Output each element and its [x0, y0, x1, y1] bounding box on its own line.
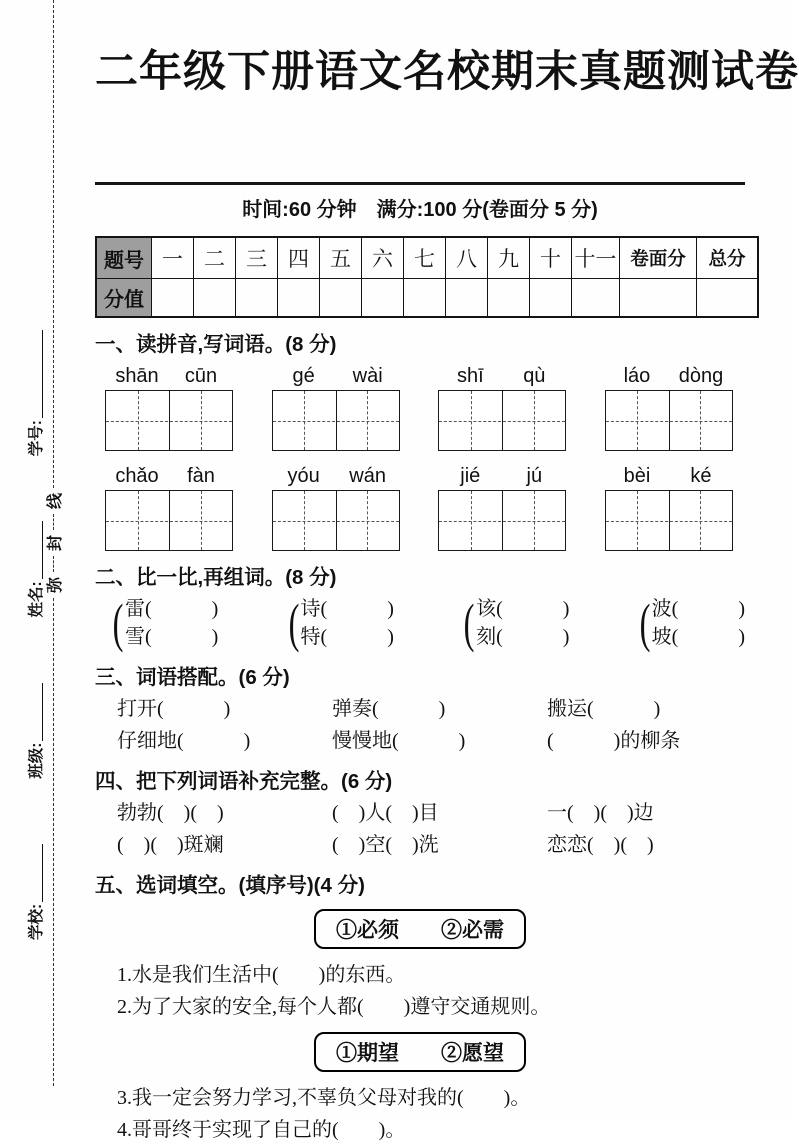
pinyin-group — [272, 465, 400, 551]
compare-lines — [652, 595, 745, 651]
student-id-blank-line — [42, 330, 43, 418]
score-cell — [530, 279, 572, 318]
section2-heading: 二、比一比,再组词。(8 分) — [95, 566, 337, 589]
match-item: 搬运( ) — [547, 698, 661, 720]
field-student-id — [24, 330, 46, 456]
col-2: 二 — [194, 237, 236, 279]
compare-word-top: 雷( ) — [124, 598, 219, 620]
seal-char-feng: 封 — [46, 534, 64, 551]
seal-dash-segment — [53, 514, 54, 530]
brace-glyph: ( — [639, 593, 651, 653]
brace-glyph: ( — [112, 593, 124, 653]
score-cell — [320, 279, 362, 318]
score-cell — [404, 279, 446, 318]
time-score-line: 时间:60 分钟 满分:100 分(卷面分 5 分) — [242, 199, 598, 221]
idiom-row-2 — [95, 831, 745, 859]
score-cell — [697, 279, 759, 318]
compare-word-bottom: 坡( ) — [651, 626, 745, 648]
col-3: 三 — [236, 237, 278, 279]
compare-lines — [476, 595, 569, 651]
compare-word-bottom: 特( ) — [300, 626, 394, 648]
pinyin-group — [605, 465, 733, 551]
class-label: 班级: — [28, 742, 45, 779]
sentence-3: 3.我一定会努力学习,不辜负父母对我的( )。 — [117, 1087, 531, 1109]
choice-option: ①期望 — [336, 1041, 399, 1065]
seal-line — [44, 0, 62, 1086]
compare-word-bottom: 雪( ) — [124, 626, 219, 648]
match-item: 弹奏( ) — [332, 698, 446, 720]
score-cell — [488, 279, 530, 318]
pinyin-syllable: wán — [349, 465, 386, 487]
col-9: 九 — [488, 237, 530, 279]
compare-lines — [125, 595, 218, 651]
pinyin-syllable: ké — [690, 465, 712, 487]
idiom-item: 勃勃( )( ) — [117, 802, 224, 824]
writing-grid — [105, 490, 233, 551]
compare-word-top: 该( ) — [476, 598, 570, 620]
pinyin-group — [438, 365, 566, 451]
brace-glyph: ( — [463, 593, 475, 653]
question-number-header: 题号 — [96, 237, 152, 279]
field-school — [24, 844, 46, 940]
brace-glyph: ( — [288, 593, 299, 653]
pinyin-syllable: wài — [352, 365, 383, 387]
col-6: 六 — [362, 237, 404, 279]
idiom-item: ( )空( )洗 — [332, 834, 439, 856]
section1-heading: 一、读拼音,写词语。(8 分) — [95, 333, 337, 356]
pinyin-labels — [605, 465, 733, 488]
pinyin-group — [105, 365, 233, 451]
sentence-4: 4.哥哥终于实现了自己的( )。 — [117, 1119, 406, 1141]
writing-grid — [272, 390, 400, 451]
score-value-header: 分值 — [96, 279, 152, 318]
sentence-1: 1.水是我们生活中( )的东西。 — [117, 964, 406, 986]
pinyin-syllable: jié — [460, 465, 481, 487]
pinyin-syllable: cūn — [184, 365, 218, 387]
student-id-label: 学号: — [28, 420, 45, 457]
pinyin-row-2 — [95, 465, 745, 551]
match-item: 仔细地( ) — [117, 730, 251, 752]
score-cell — [362, 279, 404, 318]
writing-grid — [272, 490, 400, 551]
col-paper-score: 卷面分 — [620, 237, 697, 279]
compare-group — [460, 595, 569, 651]
pinyin-syllable: shī — [456, 365, 484, 387]
pinyin-group — [605, 365, 733, 451]
compare-word-bottom: 刻( ) — [476, 626, 570, 648]
match-row-1 — [95, 695, 745, 723]
compare-words-row — [95, 595, 745, 651]
score-cell — [152, 279, 194, 318]
school-label: 学校: — [28, 903, 45, 940]
score-table-value-row — [96, 279, 758, 318]
pinyin-group — [272, 365, 400, 451]
pinyin-syllable: dòng — [678, 365, 724, 387]
score-table-header-row — [96, 237, 758, 279]
col-4: 四 — [278, 237, 320, 279]
word-choice-box-2 — [314, 1032, 526, 1072]
compare-word-top: 波( ) — [651, 598, 745, 620]
seal-dash-segment — [53, 0, 54, 488]
compare-group — [109, 595, 218, 651]
score-cell — [278, 279, 320, 318]
choice-option: ②必需 — [441, 918, 504, 942]
choice-option: ②愿望 — [441, 1041, 504, 1065]
idiom-item: ( )( )斑斓 — [117, 834, 224, 856]
score-cell — [446, 279, 488, 318]
section5-heading: 五、选词填空。(填序号)(4 分) — [95, 874, 365, 897]
pinyin-syllable: yóu — [287, 465, 320, 487]
compare-word-top: 诗( ) — [300, 598, 394, 620]
seal-dash-segment — [53, 556, 54, 572]
col-8: 八 — [446, 237, 488, 279]
writing-grid — [438, 390, 566, 451]
choice-option: ①必须 — [336, 918, 399, 942]
field-class — [24, 683, 46, 779]
pinyin-group — [438, 465, 566, 551]
class-blank-line — [42, 683, 43, 741]
compare-group — [285, 595, 394, 651]
section5-body — [95, 909, 745, 1145]
pinyin-labels — [438, 365, 566, 388]
score-cell — [620, 279, 697, 318]
col-total-score: 总分 — [697, 237, 759, 279]
col-7: 七 — [404, 237, 446, 279]
writing-grid — [105, 390, 233, 451]
section3-heading: 三、词语搭配。(6 分) — [95, 666, 290, 689]
pinyin-syllable: gé — [292, 365, 315, 387]
match-row-2 — [95, 727, 745, 755]
section4-heading: 四、把下列词语补充完整。(6 分) — [95, 770, 393, 793]
seal-dash-segment — [53, 598, 54, 1086]
pinyin-syllable: bèi — [623, 465, 651, 487]
match-item: 慢慢地( ) — [332, 730, 466, 752]
match-item: ( )的柳条 — [547, 730, 681, 752]
score-cell — [572, 279, 620, 318]
col-11: 十一 — [572, 237, 620, 279]
compare-lines — [301, 595, 394, 651]
paper-title: 二年级下册语文名校期末真题测试卷 — [95, 49, 799, 96]
name-label: 姓名: — [28, 581, 45, 618]
paper-content — [95, 0, 799, 1145]
pinyin-syllable: chǎo — [115, 465, 159, 487]
seal-char-xian: 线 — [46, 492, 64, 509]
pinyin-syllable: fàn — [187, 465, 215, 487]
pinyin-syllable: láo — [623, 365, 651, 387]
pinyin-labels — [105, 465, 233, 488]
pinyin-labels — [438, 465, 566, 488]
idiom-item: ( )人( )目 — [332, 802, 439, 824]
pinyin-row-1 — [95, 365, 745, 451]
col-5: 五 — [320, 237, 362, 279]
writing-grid — [605, 390, 733, 451]
compare-group — [636, 595, 745, 651]
writing-grid — [438, 490, 566, 551]
pinyin-labels — [605, 365, 733, 388]
pinyin-syllable: qù — [523, 365, 546, 387]
idiom-row-1 — [95, 799, 745, 827]
pinyin-syllable: shān — [115, 365, 159, 387]
sentence-2: 2.为了大家的安全,每个人都( )遵守交通规则。 — [117, 996, 551, 1018]
match-item: 打开( ) — [117, 698, 231, 720]
col-10: 十 — [530, 237, 572, 279]
score-cell — [236, 279, 278, 318]
pinyin-group — [105, 465, 233, 551]
idiom-item: 一( )( )边 — [547, 802, 654, 824]
pinyin-labels — [105, 365, 233, 388]
idiom-item: 恋恋( )( ) — [547, 834, 654, 856]
title-divider — [95, 182, 745, 185]
word-choice-box-1 — [314, 909, 526, 949]
score-cell — [194, 279, 236, 318]
writing-grid — [605, 490, 733, 551]
pinyin-syllable: jú — [526, 465, 543, 487]
school-blank-line — [42, 844, 43, 902]
pinyin-labels — [272, 365, 400, 388]
pinyin-labels — [272, 465, 400, 488]
seal-char-mi: 弥 — [46, 577, 64, 594]
score-table — [95, 236, 759, 318]
margin-fields-strip — [22, 330, 46, 940]
col-1: 一 — [152, 237, 194, 279]
